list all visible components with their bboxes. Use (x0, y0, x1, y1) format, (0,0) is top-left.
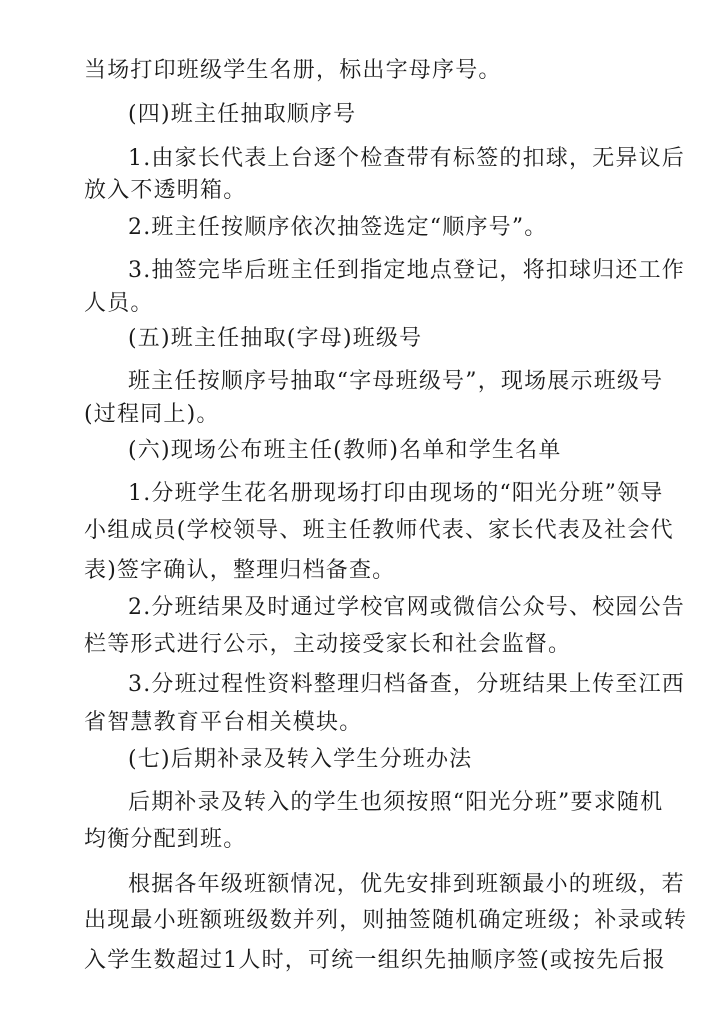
body-text-line: 班主任按顺序号抽取“字母班级号”，现场展示班级号 (128, 369, 664, 394)
body-text-line: 均衡分配到班。 (84, 827, 247, 852)
body-text-line: 根据各年级班额情况，优先安排到班额最小的班级，若 (128, 872, 685, 897)
section-heading: (六)现场公布班主任(教师)名单和学生名单 (128, 438, 562, 463)
section-heading: (五)班主任抽取(字母)班级号 (128, 326, 423, 351)
body-text-line: 3.抽签完毕后班主任到指定地点登记，将扣球归还工作 (128, 258, 685, 283)
body-text-line: 栏等形式进行公示，主动接受家长和社会监督。 (84, 632, 572, 657)
body-text-line: 2.班主任按顺序依次抽签选定“顺序号”。 (128, 215, 548, 240)
body-text-line: 后期补录及转入的学生也须按照“阳光分班”要求随机 (128, 790, 664, 815)
section-heading: (七)后期补录及转入学生分班办法 (128, 747, 473, 772)
body-text-line: 小组成员(学校领导、班主任教师代表、家长代表及社会代 (84, 518, 674, 543)
body-text-line: 出现最小班额班级数并列，则抽签随机确定班级；补录或转 (84, 908, 688, 933)
body-text-line: 3.分班过程性资料整理归档备查，分班结果上传至江西 (128, 672, 685, 697)
body-text-line: 表)签字确认，整理归档备查。 (84, 558, 396, 583)
body-text-line: 1.分班学生花名册现场打印由现场的“阳光分班”领导 (128, 481, 664, 506)
body-text-line: 省智慧教育平台相关模块。 (84, 710, 363, 735)
body-text-line: 入学生数超过1人时，可统一组织先抽顺序签(或按先后报 (84, 948, 666, 973)
body-text-line: 1.由家长代表上台逐个检查带有标签的扣球，无异议后 (128, 146, 685, 171)
body-text-line: 2.分班结果及时通过学校官网或微信公众号、校园公告 (128, 595, 685, 620)
body-text-line: 人员。 (84, 291, 154, 316)
body-text-line: (过程同上)。 (84, 402, 220, 427)
body-text-line: 当场打印班级学生名册，标出字母序号。 (84, 58, 502, 83)
body-text-line: 放入不透明箱。 (84, 178, 247, 203)
section-heading: (四)班主任抽取顺序号 (128, 102, 357, 127)
